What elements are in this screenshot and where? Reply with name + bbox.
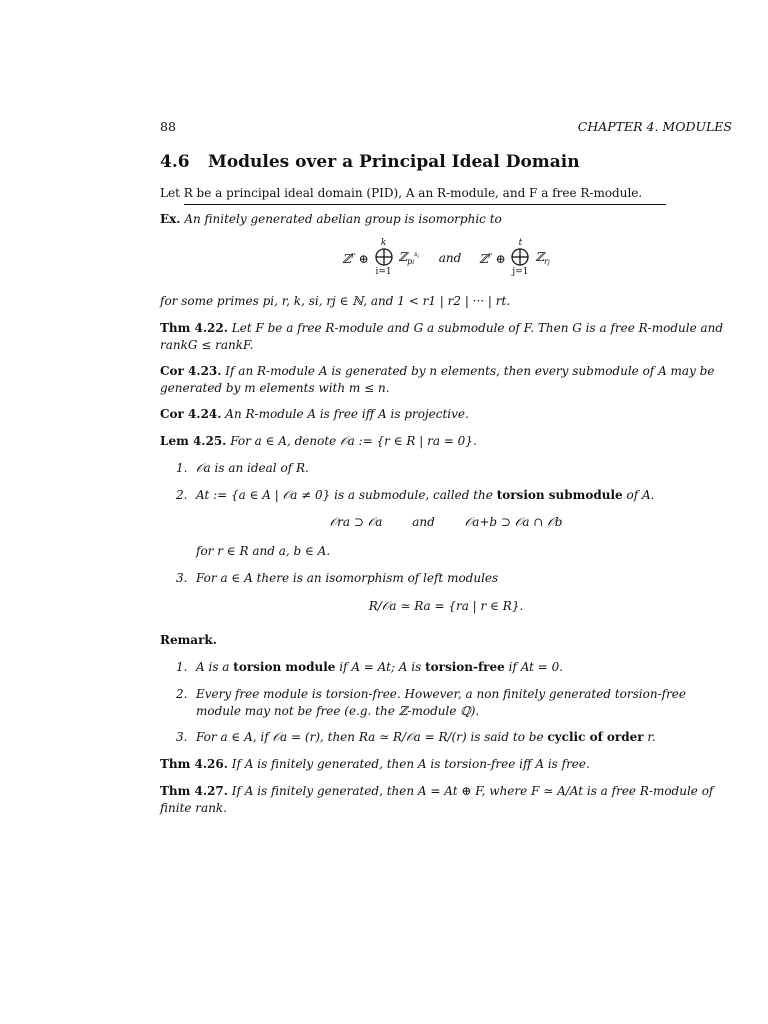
corollary-label: Cor 4.24. (160, 407, 222, 421)
theorem-4-26 (160, 756, 732, 773)
big-oplus-icon (375, 248, 393, 266)
theorem-label: Thm 4.27. (160, 784, 228, 798)
corollary-text: An R-module A is free iff A is projective. (225, 407, 469, 421)
theorem-text: If A is finitely generated, then A is torsion-free iff A is free. (231, 757, 590, 771)
intro-paragraph (160, 185, 732, 202)
isomorphism-equation: R/𝒪a ≃ Ra = {ra | r ∈ R}. (368, 599, 524, 613)
theorem-4-27 (160, 783, 732, 817)
intro-text: Let R be a principal ideal domain (PID), A an R-module, and F a free R-module. (160, 186, 643, 200)
corollary-label: Cor 4.23. (160, 364, 222, 378)
oplus-upper-limit: t (518, 238, 523, 248)
term-torsion-free: torsion-free (425, 660, 505, 674)
term-cyclic-of-order: cyclic of order (547, 730, 644, 744)
lemma-text: For a ∈ A, denote 𝒪a := {r ∈ R | ra = 0}. (230, 434, 477, 448)
oplus-lower-limit: i=1 (375, 267, 392, 277)
theorem-4-22 (160, 320, 732, 354)
example-block (160, 211, 732, 228)
eq-left-prefix: ℤ$^r$ ⊕ (342, 250, 369, 266)
big-oplus-right (509, 238, 531, 278)
highlight-underline (184, 204, 666, 205)
example-text: An finitely generated abelian group is isomorphic to (184, 212, 502, 226)
theorem-text: If A is finitely generated, then A = At ⊕ F, where F ≃ A/At is a free R-module of finite rank. (160, 784, 714, 815)
remark-heading: Remark. (160, 633, 217, 647)
section-number: 4.6 (160, 152, 190, 172)
page-number: 88 (160, 119, 176, 134)
term-torsion-submodule: torsion submodule (496, 488, 623, 502)
lemma-label: Lem 4.25. (160, 434, 227, 448)
big-oplus-left (373, 238, 395, 278)
corollary-text: If an R-module A is generated by n elements, then every submodule of A may be generated by m elements with m ≤ n. (160, 364, 715, 395)
document-page: 88 CHAPTER 4. MODULES 4.6 Modules over a Principal Ideal Domain Let R be a principal ideal domain (PID), A an R-module, and F a free R-module. Ex. An finitely generated abelian group is isomorphic to ℤ$^r$ ⊕ k i=1 ℤ$_{pi^{si}}$ and ℤ$^r$ ⊕ t j=1 ℤ$_{rj}$ for some primes pi, r, k, si, rj ∈ ℕ, and 1 < r1 | r2 | ··· | rt. Thm 4.22. Let F be a free R-module and G a submodule of F. Then G is a free R-module and rankG ≤ rankF. Cor 4.23. If an R-module A is generated by n elements, then every submodule of A may be generated by m elements with m ≤ n. Cor 4.24. An R-module A is free iff A is projective. Lem 4.25. For a ∈ A, denote 𝒪a := {r ∈ R | ra = 0}. 1. 𝒪a is an ideal of R. 2. At := {a ∈ A | 𝒪a ≠ 0} is a submodule, called the torsion submodule of A. 𝒪ra ⊃ 𝒪a and 𝒪a+b ⊃ 𝒪a ∩ 𝒪b for r ∈ R and a, b ∈ A. 3. For a ∈ A there is an isomorphism of left modules R/𝒪a ≃ Ra = {ra | r ∈ R}. Remark. 1. A is a torsion module if A = At; A is torsion-free if At = 0. 2. Every free module is torsion-free. However, a non finitely generated torsion-free module may not be free (e.g. the ℤ-module ℚ). 3. For a ∈ A, if 𝒪a = (r), then Ra ≃ R/𝒪a = R/(r) is said to be cyclic of order r. Thm 4.26. If A is finitely generated, then A is torsion-free iff A is free. Thm 4.27. If A is finitely generated, then A = At ⊕ F, where F ≃ A/At is a free R-module of finite rank. (160, 119, 732, 815)
theorem-label: Thm 4.22. (160, 321, 228, 335)
annihilator-relations: 𝒪ra ⊃ 𝒪a and 𝒪a+b ⊃ 𝒪a ∩ 𝒪b (329, 515, 563, 529)
big-oplus-icon (511, 248, 529, 266)
eq-and: and (438, 251, 462, 265)
theorem-text: Let F be a free R-module and G a submodule of F. Then G is a free R-module and rankG ≤ rankF. (160, 321, 724, 352)
term-torsion-module: torsion module (233, 660, 336, 674)
eq-right-term: ℤ$_{rj}$ (535, 250, 550, 266)
lemma-4-25 (160, 433, 732, 450)
oplus-upper-limit: k (380, 238, 387, 248)
corollary-4-23 (160, 363, 732, 397)
section-heading (160, 152, 580, 172)
example-label: Ex. (160, 212, 181, 226)
corollary-4-24 (160, 406, 732, 423)
theorem-label: Thm 4.26. (160, 757, 228, 771)
relations-condition: for r ∈ R and a, b ∈ A. (196, 544, 331, 558)
oplus-lower-limit: j=1 (512, 267, 529, 277)
section-title: Modules over a Principal Ideal Domain (208, 152, 580, 172)
eq-left-term: ℤ$_{pi^{si}}$ (398, 250, 419, 266)
eq-right-prefix: ℤ$^r$ ⊕ (479, 250, 506, 266)
direct-sum-equation (160, 238, 732, 280)
example-conclusion: for some primes pi, r, k, si, rj ∈ ℕ, and 1 < r1 | r2 | ··· | rt. (160, 294, 511, 308)
chapter-title: CHAPTER 4. MODULES (577, 119, 732, 134)
